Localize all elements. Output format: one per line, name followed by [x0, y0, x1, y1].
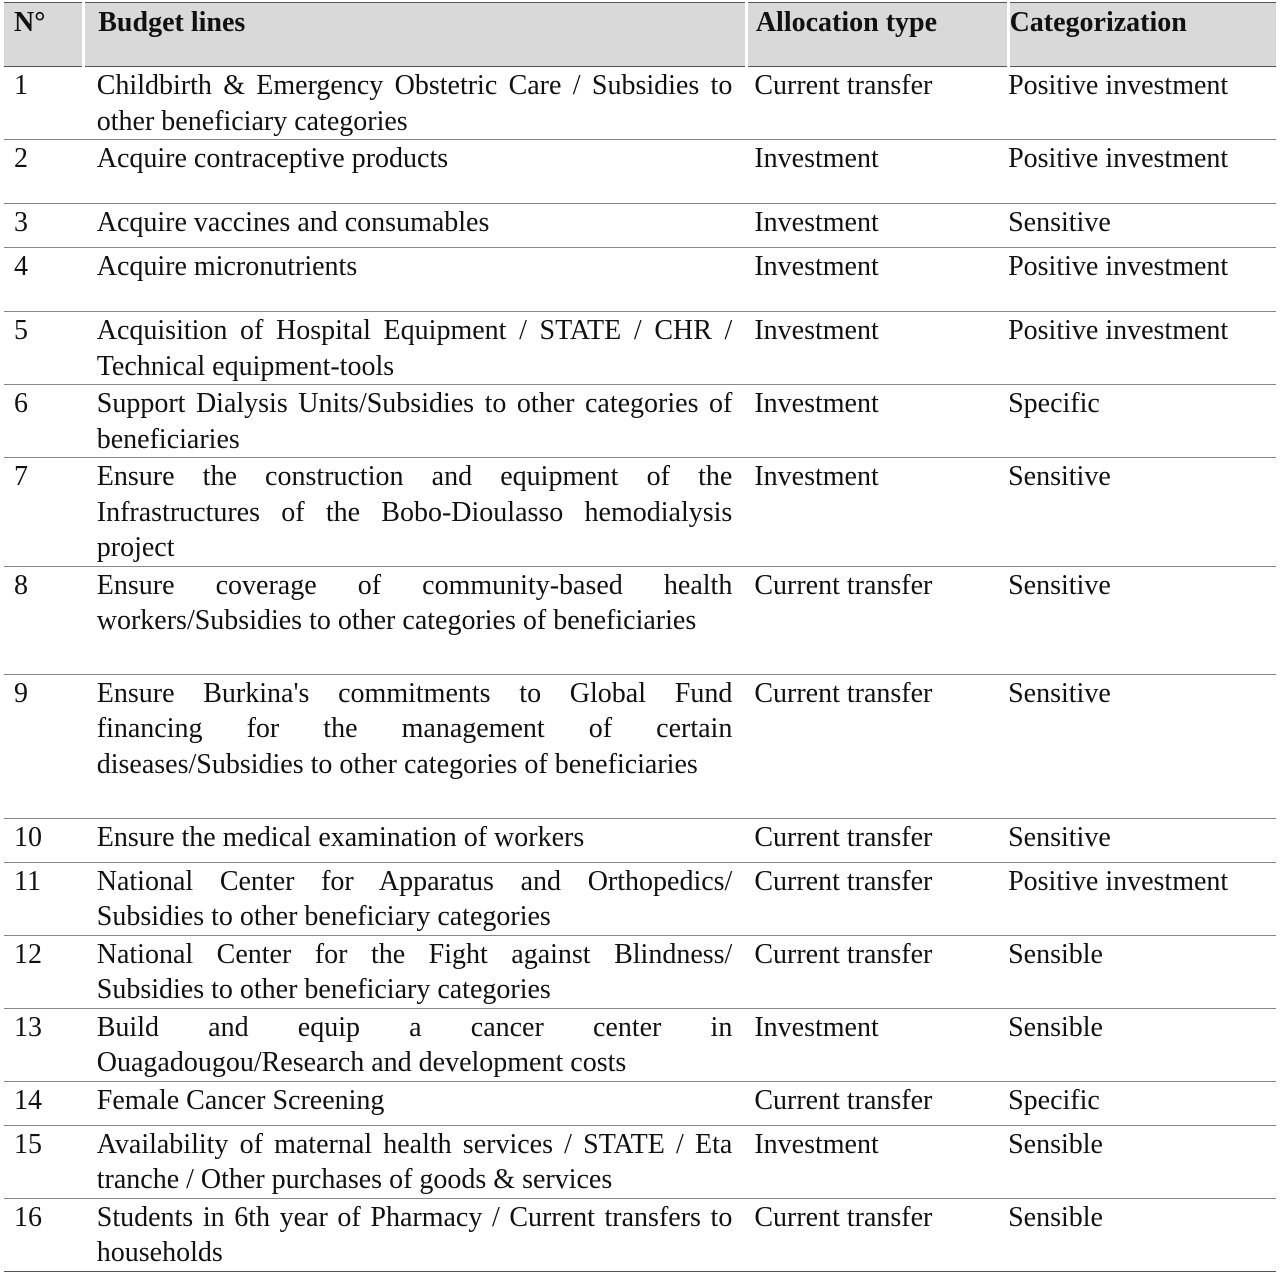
table-row	[4, 385, 1276, 458]
row-number: 1	[14, 70, 28, 101]
row-categorization: Positive investment	[1008, 70, 1229, 101]
row-budget-line: Female Cancer Screening	[96, 1084, 385, 1116]
table-row	[4, 935, 1276, 1008]
table-row	[4, 1198, 1276, 1271]
header-number: N°	[4, 3, 84, 67]
row-categorization: Specific	[1008, 1084, 1100, 1116]
budget-lines-table	[4, 2, 1276, 1272]
table-row	[4, 862, 1276, 935]
header-budget-lines: Budget lines	[84, 3, 747, 67]
row-categorization: Positive investment	[1008, 865, 1229, 897]
row-number: 7	[14, 461, 28, 492]
row-number: 15	[14, 1128, 42, 1160]
table-row	[4, 1081, 1276, 1125]
row-allocation-type: Current transfer	[754, 569, 933, 601]
row-number: 11	[14, 865, 41, 897]
table-row	[4, 140, 1276, 204]
row-allocation-type: Investment	[754, 1011, 879, 1043]
row-allocation-type: Investment	[754, 388, 879, 419]
row-budget-line: Ensure Burkina's commitments to Global Fund financing for the management of certain diseases/Subsidies to other categories of beneficiaries	[96, 677, 733, 780]
row-categorization: Sensitive	[1008, 677, 1111, 709]
table-row	[4, 458, 1276, 567]
table-row	[4, 818, 1276, 862]
table-row	[4, 674, 1276, 818]
row-categorization: Sensitive	[1008, 461, 1111, 492]
row-number: 12	[14, 938, 42, 970]
row-categorization: Sensible	[1008, 1011, 1103, 1043]
row-number: 13	[14, 1011, 42, 1043]
row-allocation-type: Investment	[754, 315, 879, 346]
row-budget-line: Ensure the construction and equipment of the Infrastructures of the Bobo-Dioulasso hemodialysis project	[96, 461, 733, 563]
row-number: 10	[14, 821, 42, 853]
table-row	[4, 67, 1276, 140]
row-allocation-type: Investment	[754, 143, 879, 174]
row-budget-line: Childbirth & Emergency Obstetric Care / Subsidies to other beneficiary categories	[96, 70, 733, 137]
row-allocation-type: Investment	[754, 1128, 879, 1160]
row-categorization: Positive investment	[1008, 143, 1229, 174]
table-row	[4, 312, 1276, 385]
row-categorization: Sensitive	[1008, 821, 1111, 853]
row-number: 2	[14, 143, 28, 174]
row-categorization: Positive investment	[1008, 251, 1229, 282]
row-budget-line: Support Dialysis Units/Subsidies to other categories of beneficiaries	[96, 388, 733, 455]
row-number: 16	[14, 1201, 42, 1233]
row-categorization: Sensible	[1008, 1128, 1103, 1160]
row-categorization: Positive investment	[1008, 315, 1229, 346]
row-allocation-type: Current transfer	[754, 677, 933, 709]
row-number: 5	[14, 315, 28, 346]
row-allocation-type: Investment	[754, 461, 879, 492]
row-allocation-type: Current transfer	[754, 821, 933, 853]
table-row	[4, 204, 1276, 248]
row-categorization: Sensitive	[1008, 569, 1111, 601]
row-budget-line: Acquisition of Hospital Equipment / STATE / CHR / Technical equipment-tools	[96, 315, 733, 382]
table-body	[4, 67, 1276, 1272]
row-budget-line: Ensure coverage of community-based health workers/Subsidies to other categories of beneficiaries	[96, 569, 733, 636]
row-allocation-type: Current transfer	[754, 938, 933, 970]
row-number: 6	[14, 388, 28, 419]
row-budget-line: Students in 6th year of Pharmacy / Current transfers to households	[96, 1201, 733, 1268]
row-budget-line: Ensure the medical examination of workers	[96, 821, 585, 853]
row-number: 8	[14, 569, 28, 601]
row-budget-line: Build and equip a cancer center in Ouagadougou/Research and development costs	[96, 1011, 733, 1078]
table-row	[4, 248, 1276, 312]
row-allocation-type: Current transfer	[754, 1201, 933, 1233]
row-budget-line: Acquire vaccines and consumables	[96, 207, 490, 238]
row-number: 4	[14, 251, 28, 282]
row-budget-line: Availability of maternal health services / STATE / Eta tranche / Other purchases of goods & services	[96, 1128, 733, 1195]
row-allocation-type: Current transfer	[754, 70, 933, 101]
row-budget-line: National Center for Apparatus and Orthopedics/ Subsidies to other beneficiary categories	[96, 865, 733, 932]
row-categorization: Sensible	[1008, 1201, 1103, 1233]
row-budget-line: National Center for the Fight against Blindness/ Subsidies to other beneficiary categories	[96, 938, 733, 1005]
row-budget-line: Acquire contraceptive products	[96, 143, 449, 174]
row-number: 14	[14, 1084, 42, 1116]
row-categorization: Specific	[1008, 388, 1100, 419]
row-categorization: Sensitive	[1008, 207, 1111, 238]
header-categorization: Categorization	[1008, 3, 1276, 67]
row-allocation-type: Current transfer	[754, 1084, 933, 1116]
row-budget-line: Acquire micronutrients	[96, 251, 358, 282]
row-categorization: Sensible	[1008, 938, 1103, 970]
row-number: 3	[14, 207, 28, 238]
row-allocation-type: Investment	[754, 251, 879, 282]
row-allocation-type: Current transfer	[754, 865, 933, 897]
table-row	[4, 1008, 1276, 1081]
table-row	[4, 1125, 1276, 1198]
header-allocation-type: Allocation type	[746, 3, 1008, 67]
table-header-row	[4, 3, 1276, 67]
table-row	[4, 566, 1276, 674]
row-allocation-type: Investment	[754, 207, 879, 238]
row-number: 9	[14, 677, 28, 709]
